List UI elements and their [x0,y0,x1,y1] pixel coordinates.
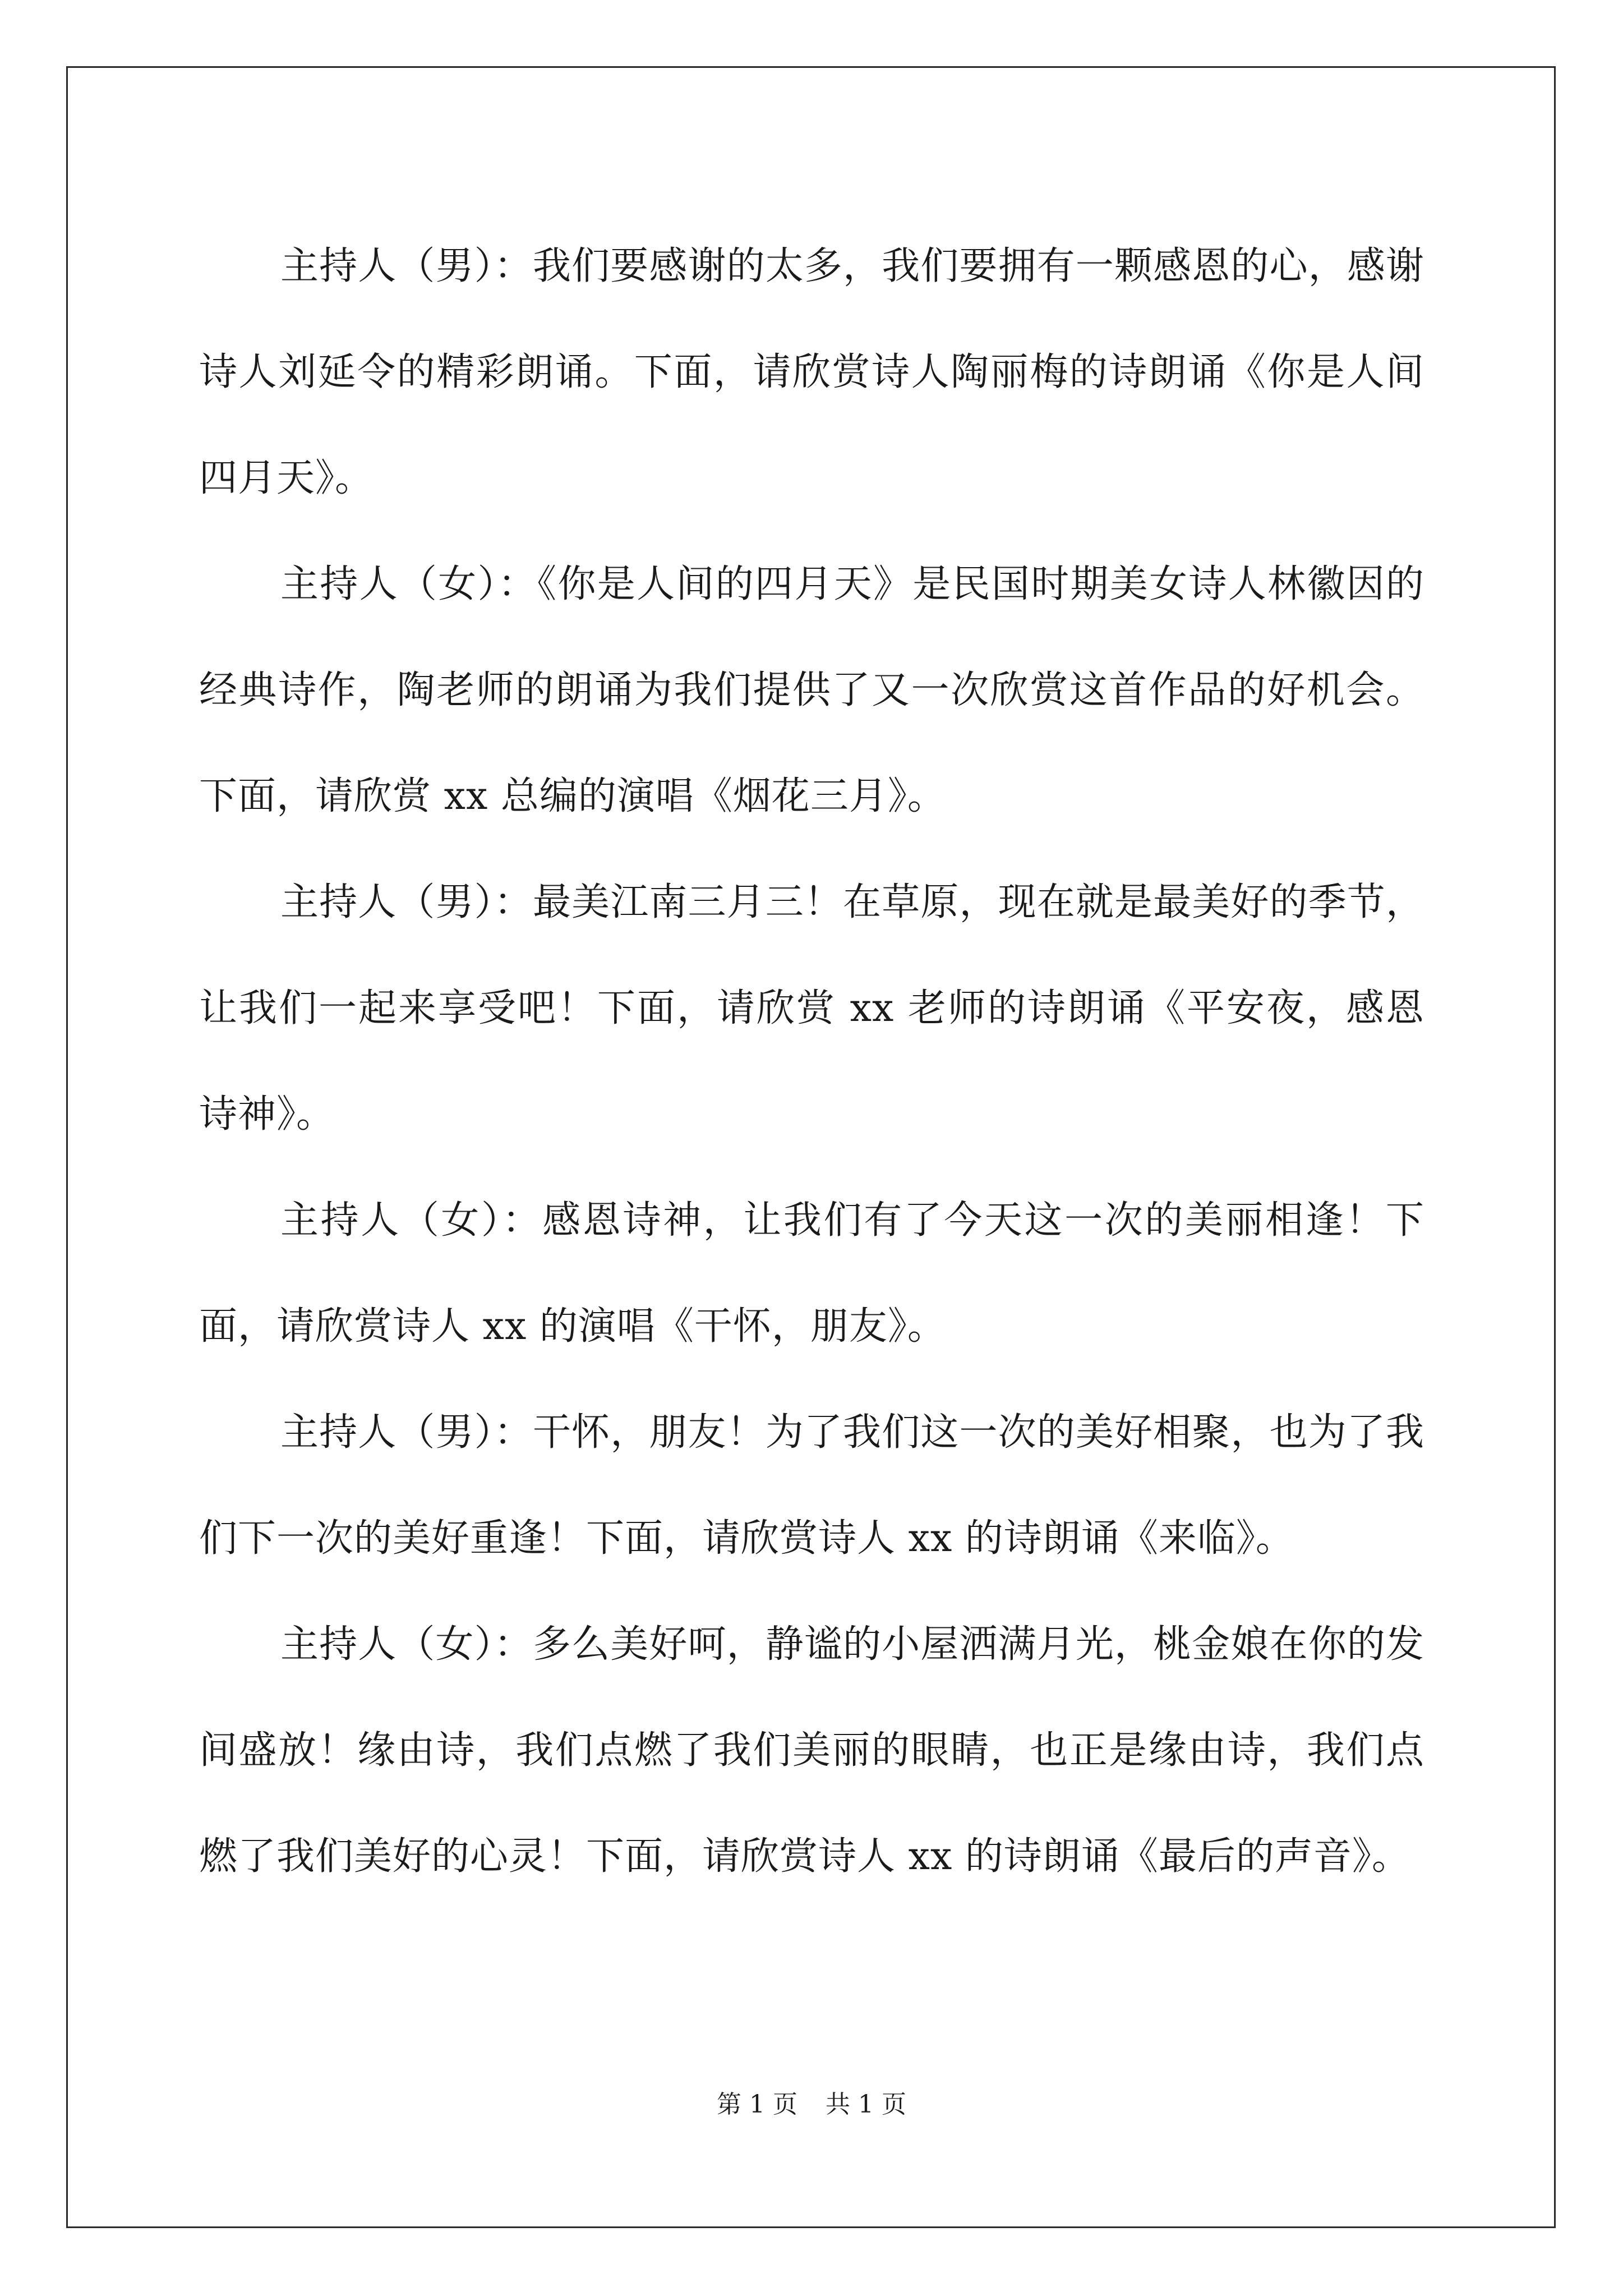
document-body [199,213,1424,1910]
paragraph-4: 主持人（女）：感恩诗神，让我们有了今天这一次的美丽相逢！下面，请欣赏诗人 xx 的演唱《干怀，朋友》。 [199,1198,1424,1349]
paragraph-1: 主持人（男）：我们要感谢的太多，我们要拥有一颗感恩的心，感谢诗人刘延令的精彩朗诵。下面，请欣赏诗人陶丽梅的诗朗诵《你是人间四月天》。 [199,244,1424,500]
page-footer [0,2084,1623,2120]
page-number: 第 1 页 [717,2090,797,2119]
paragraph-6: 主持人（女）：多么美好呵，静谧的小屋洒满月光，桃金娘在你的发间盛放！缘由诗，我们点燃了我们美丽的眼睛，也正是缘由诗，我们点燃了我们美好的心灵！下面，请欣赏诗人 xx 的诗朗诵《最后的声音》。 [199,1622,1424,1879]
paragraph-5: 主持人（男）：干怀，朋友！为了我们这一次的美好相聚，也为了我们下一次的美好重逢！下面，请欣赏诗人 xx 的诗朗诵《来临》。 [199,1410,1424,1561]
page-total: 共 1 页 [826,2090,906,2119]
paragraph-3: 主持人（男）：最美江南三月三！在草原，现在就是最美好的季节，让我们一起来享受吧！下面，请欣赏 xx 老师的诗朗诵《平安夜，感恩诗神》。 [199,880,1424,1137]
paragraph-2: 主持人（女）：《你是人间的四月天》是民国时期美女诗人林徽因的经典诗作，陶老师的朗诵为我们提供了又一次欣赏这首作品的好机会。下面，请欣赏 xx 总编的演唱《烟花三月》。 [199,562,1424,818]
